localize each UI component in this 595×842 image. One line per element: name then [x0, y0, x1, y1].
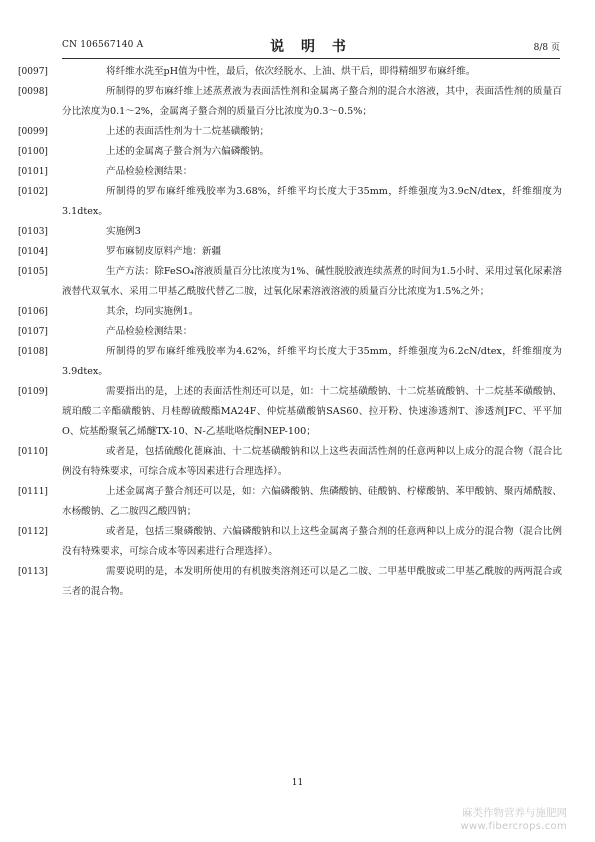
paragraph: [18, 62, 562, 82]
paragraph-text: 所制得的罗布麻纤维残胶率为4.62%，纤维平均长度大于35mm，纤维强度为6.2cN/dtex，纤维细度为3.9dtex。: [62, 346, 562, 377]
paragraph-text: 其余，均同实施例1。: [106, 306, 199, 317]
header-divider: [62, 58, 560, 59]
paragraph: [18, 142, 562, 162]
patent-number: CN 106567140 A: [62, 40, 144, 50]
paragraph-text: 实施例3: [106, 226, 141, 237]
paragraph-number: [0107]: [18, 327, 48, 337]
paragraph-number: [0100]: [18, 147, 48, 157]
paragraph: [18, 562, 562, 602]
page-number: 11: [291, 778, 304, 788]
page-indicator: 8/8 页: [533, 43, 560, 53]
paragraph: [18, 222, 562, 242]
paragraph: [18, 182, 562, 222]
paragraph-number: [0104]: [18, 247, 48, 257]
paragraph-number: [0098]: [18, 87, 48, 97]
paragraph-text: 上述的金属离子螯合剂为六偏磷酸钠。: [106, 146, 270, 157]
paragraph-text: 罗布麻韧皮原料产地：新疆: [106, 246, 222, 257]
paragraph: [18, 242, 562, 262]
paragraph-text: 需要说明的是，本发明所使用的有机胺类溶剂还可以是乙二胺、二甲基甲酰胺或二甲基乙酰胺的两两混合或三者的混合物。: [62, 566, 562, 597]
paragraph-number: [0101]: [18, 167, 48, 177]
paragraph-number: [0097]: [18, 67, 48, 77]
watermark-title: 麻类作物营养与施肥网: [462, 807, 567, 819]
document-title: 说 明 书: [270, 39, 352, 55]
paragraph: [18, 262, 562, 302]
document-body: [18, 62, 562, 602]
paragraph-number: [0113]: [18, 567, 48, 577]
paragraph: [18, 162, 562, 182]
paragraph: [18, 302, 562, 322]
paragraph-number: [0106]: [18, 307, 48, 317]
paragraph-text: 生产方法：除FeSO₄溶液质量百分比浓度为1%、碱性脱胶液连续蒸煮的时间为1.5小时、采用过氧化尿素溶液替代双氧水、采用二甲基乙酰胺代替乙二胺，过氧化尿素溶液溶液的质量百分比浓度为1.5%之外；: [62, 266, 562, 297]
paragraph-text: 所制得的罗布麻纤维上述蒸煮液为表面活性剂和金属离子螯合剂的混合水溶液，其中，表面活性剂的质量百分比浓度为0.1～2%，金属离子螯合剂的质量百分比浓度为0.3～0.5%；: [62, 86, 562, 117]
paragraph-text: 产品检验检测结果：: [106, 166, 193, 177]
paragraph: [18, 522, 562, 562]
paragraph: [18, 342, 562, 382]
paragraph-text: 产品检验检测结果：: [106, 326, 193, 337]
paragraph-number: [0110]: [18, 447, 48, 457]
paragraph: [18, 322, 562, 342]
watermark-url: www.fibercrops.com: [460, 821, 567, 832]
paragraph-text: 或者是，包括三聚磷酸钠、六偏磷酸钠和以上这些金属离子螯合剂的任意两种以上成分的混合物（混合比例没有特殊要求，可综合成本等因素进行合理选择）。: [62, 526, 562, 557]
paragraph-text: 上述的表面活性剂为十二烷基磺酸钠；: [106, 126, 270, 137]
paragraph-number: [0099]: [18, 127, 48, 137]
paragraph-text: 或者是，包括硫酸化蓖麻油、十二烷基磺酸钠和以上这些表面活性剂的任意两种以上成分的混合物（混合比例没有特殊要求，可综合成本等因素进行合理选择）。: [62, 446, 562, 477]
paragraph-number: [0108]: [18, 347, 48, 357]
paragraph-number: [0111]: [18, 487, 48, 497]
paragraph-number: [0102]: [18, 187, 48, 197]
paragraph-number: [0109]: [18, 387, 48, 397]
paragraph-text: 将纤维水洗至pH值为中性，最后，依次经脱水、上油、烘干后，即得精细罗布麻纤维。: [106, 66, 476, 77]
paragraph: [18, 482, 562, 522]
site-watermark: [461, 806, 568, 834]
paragraph: [18, 442, 562, 482]
paragraph-text: 所制得的罗布麻纤维残胶率为3.68%，纤维平均长度大于35mm，纤维强度为3.9cN/dtex，纤维细度为3.1dtex。: [62, 186, 562, 217]
paragraph: [18, 122, 562, 142]
paragraph-number: [0112]: [18, 527, 48, 537]
paragraph-text: 上述金属离子螯合剂还可以是，如：六偏磷酸钠、焦磷酸钠、硅酸钠、柠檬酸钠、苯甲酸钠、聚丙烯酰胺、水杨酸钠、乙二胺四乙酸四钠；: [62, 486, 562, 517]
paragraph-number: [0105]: [18, 267, 48, 277]
page-header: [62, 36, 560, 58]
paragraph-number: [0103]: [18, 227, 48, 237]
paragraph: [18, 382, 562, 442]
paragraph: [18, 82, 562, 122]
paragraph-text: 需要指出的是，上述的表面活性剂还可以是，如：十二烷基磺酸钠、十二烷基硫酸钠、十二烷基苯磺酸钠、琥珀酸二辛酯磺酸钠、月桂醇硫酸酯MA24F、仲烷基磺酸钠SAS60、拉开粉、快速渗透剂T、渗透剂JFC、平平加O、烷基酚聚氧乙烯醚TX-10、N-乙基吡咯烷酮NEP-100；: [62, 386, 562, 437]
